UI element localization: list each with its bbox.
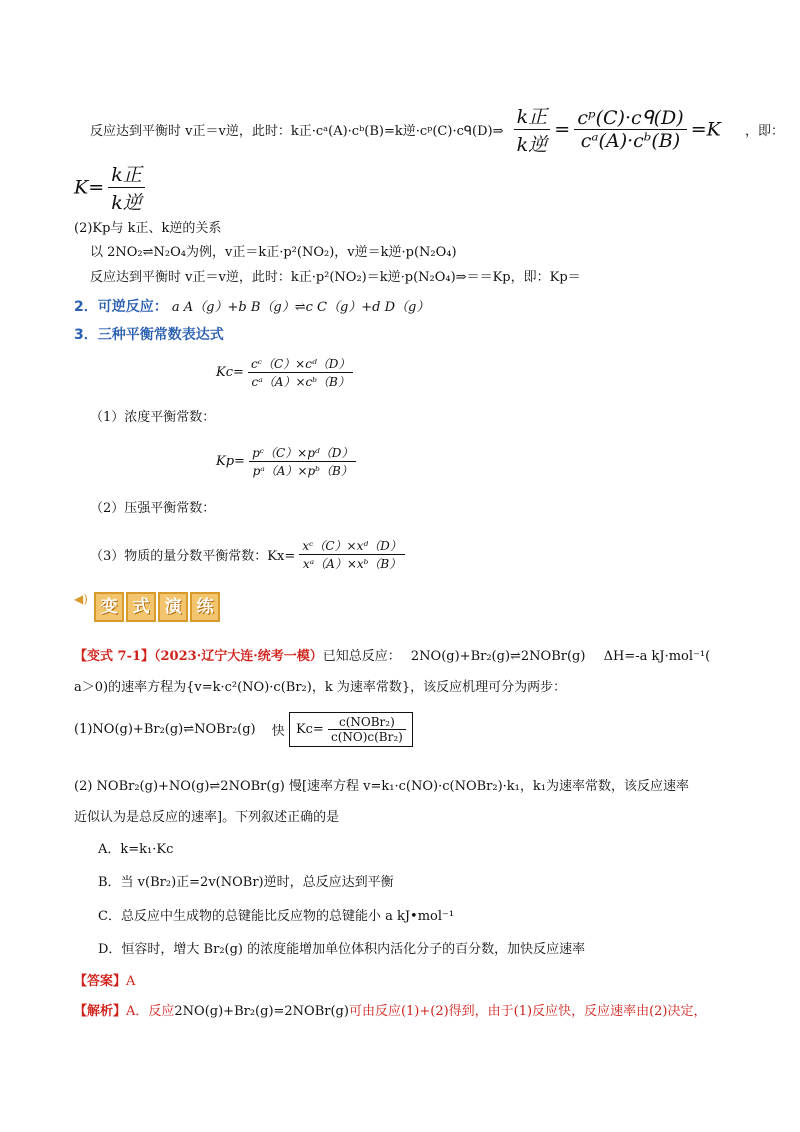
- option-c[interactable]: C．总反应中生成物的总键能比反应物的总键能小 a kJ•mol⁻¹: [98, 909, 455, 924]
- section-2-line-2: 反应达到平衡时 v正＝v逆，此时：k正·p²(NO₂)＝k逆·p(N₂O₄)⇒＝＝Kp，即：Kp＝: [90, 270, 581, 285]
- equilibrium-line: 反应达到平衡时 v正＝v逆，此时：k正·cᵃ(A)·cᵇ(B)=k逆·cᵖ(C)·cᑫ(D)⇒ $\frac{\text{k正}}{\text{k逆}}$ = $\frac{\text{cᵖ(C)·cᑫ(D)}}{\text{cᵃ(A)·cᵇ(B)}}$ =K ，即：: [90, 102, 784, 157]
- k-ratio: $\frac{\text{k正}}{\text{k逆}}$: [514, 102, 551, 157]
- kc-formula: Kc= $\frac{\text{cᶜ（C）×cᵈ（D）}}{\text{cᵃ（A）×cᵇ（B）}}$: [216, 355, 353, 390]
- section-2-line-1: 以 2NO₂⇌N₂O₄为例，v正＝k正·p²(NO₂)，v逆＝k逆·p(N₂O₄): [90, 245, 457, 260]
- practice-banner: ◀) 变 式 演 练: [74, 592, 222, 622]
- question-line-2: a＞0)的速率方程为{v=k·c²(NO)·c(Br₂)，k 为速率常数}，该反应机理可分为两步：: [74, 680, 567, 695]
- mechanism-step-2: (2) NOBr₂(g)+NO(g)⇌2NOBr(g) 慢[速率方程 v=k₁·c(NO)·c(NOBr₂)·k₁，k₁为速率常数，该反应速率: [74, 779, 689, 794]
- heading-reversible-reaction: 2．可逆反应： a A（g）+b B（g）⇌c C（g）+d D（g）: [74, 299, 430, 315]
- equilibrium-constant-box: Kc= $\frac{\text{c(NOBr₂)}}{\text{c(NO)c(Br₂)}}$: [289, 712, 413, 747]
- section-2-heading: (2)Kp与 k正、k逆的关系: [74, 221, 222, 236]
- speaker-icon: ◀): [74, 592, 88, 606]
- kc-caption: （1）浓度平衡常数：: [90, 410, 216, 425]
- answer-line: 【答案】A: [74, 974, 136, 989]
- k-definition: K= $\frac{\text{k正}}{\text{k逆}}$: [74, 160, 145, 215]
- kp-caption: （2）压强平衡常数：: [90, 501, 216, 516]
- mechanism-step-1: (1)NO(g)+Br₂(g)⇌NOBr₂(g) 快 Kc= $\frac{\text{c(NOBr₂)}}{\text{c(NO)c(Br₂)}}$: [74, 712, 413, 747]
- mechanism-step-2-cont: 近似认为是总反应的速率]。下列叙述正确的是: [74, 810, 340, 825]
- option-a[interactable]: A．k=k₁·Kc: [98, 842, 174, 857]
- kx-formula: （3）物质的量分数平衡常数：Kx= $\frac{\text{xᶜ（C）×xᵈ（D）}}{\text{xᵃ（A）×xᵇ（B）}}$: [90, 537, 405, 572]
- option-b[interactable]: B．当 v(Br₂)正=2v(NOBr)逆时，总反应达到平衡: [98, 875, 394, 890]
- option-d[interactable]: D．恒容时，增大 Br₂(g) 的浓度能增加单位体积内活化分子的百分数，加快反应速率: [98, 942, 586, 957]
- analysis-line: 【解析】A．反应2NO(g)+Br₂(g)=2NOBr(g)可由反应(1)+(2)得到，由于(1)反应快，反应速率由(2)决定，: [74, 1004, 707, 1019]
- heading-three-constants: 3．三种平衡常数表达式: [74, 327, 224, 343]
- concentration-ratio: $\frac{\text{cᵖ(C)·cᑫ(D)}}{\text{cᵃ(A)·cᵇ(B)}}$: [574, 107, 686, 152]
- question-header: 【变式 7-1】（2023·辽宁大连·统考一模）已知总反应： 2NO(g)+Br₂(g)⇌2NOBr(g) ΔH=-a kJ·mol⁻¹(: [74, 649, 711, 664]
- kp-formula: Kp= $\frac{\text{pᶜ（C）×pᵈ（D）}}{\text{pᵃ（A）×pᵇ（B）}}$: [216, 444, 356, 479]
- equilibrium-text: 反应达到平衡时 v正＝v逆，此时：k正·cᵃ(A)·cᵇ(B)=k逆·cᵖ(C)·cᑫ(D)⇒: [90, 124, 504, 139]
